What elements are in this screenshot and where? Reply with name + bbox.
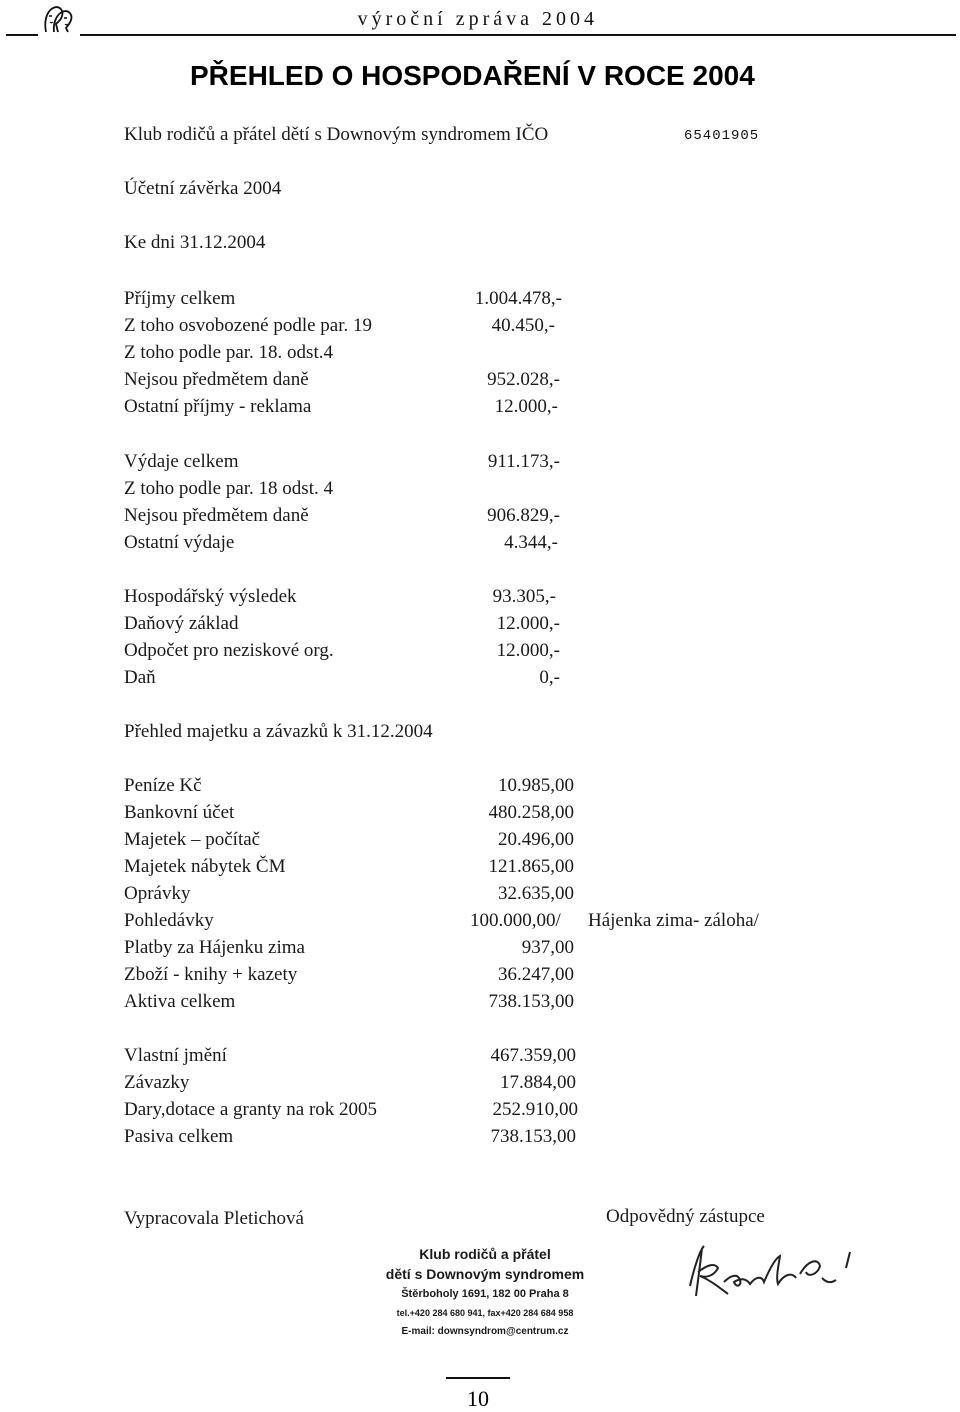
asset-label: Oprávky	[124, 883, 191, 904]
stamp-line: dětí s Downovým syndromem	[385, 1266, 585, 1282]
footer-rule	[446, 1377, 510, 1379]
result-label: Odpočet pro neziskové org.	[124, 640, 334, 661]
expense-value: 911.173,-	[487, 451, 560, 472]
asset-label: Majetek nábytek ČM	[124, 856, 286, 877]
date-line: Ke dni 31.12.2004	[124, 232, 266, 253]
stamp-line: Štěrboholy 1691, 182 00 Praha 8	[401, 1288, 569, 1300]
income-label: Z toho osvobozené podle par. 19	[124, 315, 373, 336]
asset-label: Platby za Hájenku zima	[124, 937, 305, 958]
income-label: Nejsou předmětem daně	[124, 369, 309, 390]
asset-value: 20.496,00	[498, 829, 574, 850]
expense-label: Výdaje celkem	[124, 451, 239, 472]
asset-value: 36.247,00	[498, 964, 574, 985]
expense-value: 906.829,-	[487, 505, 560, 526]
expense-label: Z toho podle par. 18 odst. 4	[124, 478, 333, 499]
page-title: PŘEHLED O HOSPODAŘENÍ V ROCE 2004	[190, 60, 755, 91]
stamp-line: tel.+420 284 680 941, fax+420 284 684 958	[396, 1308, 574, 1318]
page-number: 10	[467, 1386, 489, 1411]
income-value: 40.450,-	[491, 315, 555, 336]
asset-value: 32.635,00	[498, 883, 574, 904]
organization-stamp	[340, 1244, 630, 1342]
asset-label: Majetek – počítač	[124, 829, 261, 850]
liability-value: 738.153,00	[490, 1126, 576, 1147]
asset-label: Zboží - knihy + kazety	[124, 964, 298, 985]
income-label: Příjmy celkem	[124, 288, 236, 309]
responsible-person: Odpovědný zástupce	[606, 1206, 765, 1227]
expense-label: Nejsou předmětem daně	[124, 505, 309, 526]
result-value: 0,-	[539, 667, 560, 688]
result-value: 12.000,-	[496, 640, 560, 661]
ico-number: 65401905	[684, 128, 760, 144]
income-value: 12.000,-	[494, 396, 558, 417]
closing-title: Účetní závěrka 2004	[124, 178, 282, 199]
income-label: Ostatní příjmy - reklama	[124, 396, 312, 417]
result-label: Daň	[124, 667, 156, 688]
liability-value: 252.910,00	[492, 1099, 578, 1120]
result-label: Hospodářský výsledek	[124, 586, 297, 607]
asset-label: Peníze Kč	[124, 775, 202, 796]
result-label: Daňový základ	[124, 613, 239, 634]
receivables-note: Hájenka zima- záloha/	[588, 910, 759, 931]
asset-value: 121.865,00	[488, 856, 574, 877]
running-title: výroční zpráva 2004	[357, 8, 598, 30]
asset-value: 10.985,00	[498, 775, 574, 796]
asset-label: Pohledávky	[124, 910, 214, 931]
asset-label: Bankovní účet	[124, 802, 235, 823]
liability-label: Závazky	[124, 1072, 190, 1093]
result-value: 93.305,-	[492, 586, 556, 607]
liability-value: 467.359,00	[490, 1045, 576, 1066]
asset-value: 738.153,00	[488, 991, 574, 1012]
prepared-by: Vypracovala Pletichová	[124, 1208, 304, 1229]
expense-value: 4.344,-	[504, 532, 558, 553]
income-label: Z toho podle par. 18. odst.4	[124, 342, 333, 363]
org-line: Klub rodičů a přátel dětí s Downovým syndromem IČO	[124, 124, 549, 145]
asset-value: 937,00	[521, 937, 574, 958]
asset-label: Aktiva celkem	[124, 991, 236, 1012]
liability-label: Vlastní jmění	[124, 1045, 227, 1066]
result-value: 12.000,-	[496, 613, 560, 634]
asset-value: 480.258,00	[488, 802, 574, 823]
asset-value: 100.000,00/	[470, 910, 561, 931]
income-value: 1.004.478,-	[474, 288, 562, 309]
stamp-line: E-mail: downsyndrom@centrum.cz	[401, 1326, 569, 1337]
stamp-line: Klub rodičů a přátel	[419, 1246, 551, 1262]
liability-value: 17.884,00	[500, 1072, 576, 1093]
liability-label: Dary,dotace a granty na rok 2005	[124, 1099, 378, 1120]
handwritten-signature	[680, 1238, 880, 1308]
income-value: 952.028,-	[487, 369, 560, 390]
assets-title: Přehled majetku a závazků k 31.12.2004	[124, 721, 433, 742]
expense-label: Ostatní výdaje	[124, 532, 235, 553]
liability-label: Pasiva celkem	[124, 1126, 234, 1147]
